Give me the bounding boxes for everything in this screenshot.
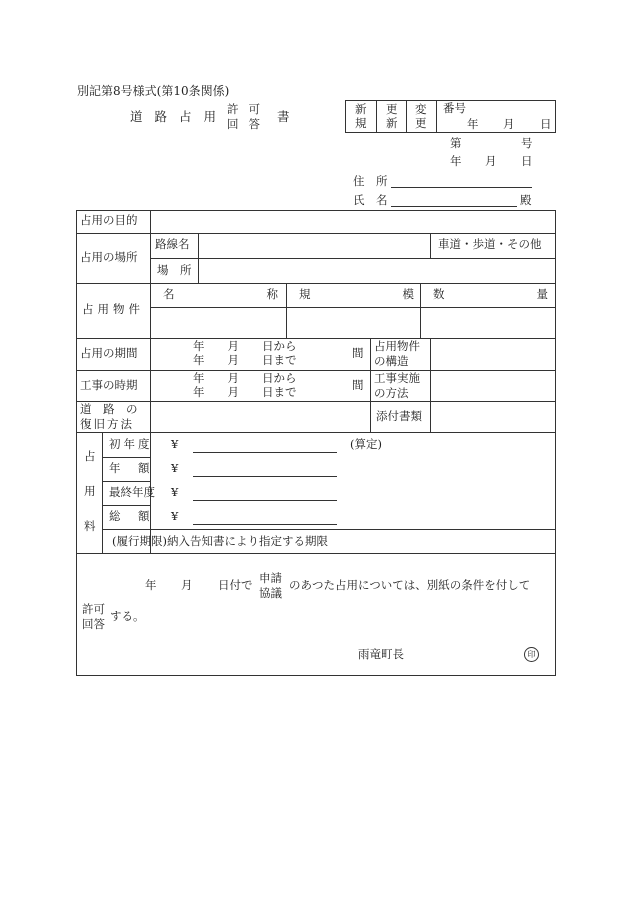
decision-month: 月 (181, 578, 193, 592)
attachments-label: 添付書類 (376, 409, 422, 423)
fee-row-final-year: 最終年度 (109, 485, 155, 499)
yen-4: ¥ (171, 509, 179, 523)
obj-name-header: 名 称 (163, 287, 278, 301)
option-answer: 回答 (82, 617, 105, 631)
fee-row-total: 総 額 (109, 509, 153, 523)
type-new-1: 新 (355, 102, 367, 116)
decision-body: のあつた占用については、別紙の条件を付して (289, 578, 531, 592)
honorific: 殿 (520, 193, 532, 207)
fee-row-annual: 年 額 (109, 461, 153, 475)
fee-label-2: 用 (84, 484, 96, 498)
purpose-value[interactable] (155, 215, 550, 229)
name-label: 氏 名 (353, 193, 388, 207)
type-renew-1: 更 (386, 102, 398, 116)
seal-mark: 印 (524, 647, 539, 662)
title-option-answer: 回答 (227, 117, 270, 131)
fee-row-first-year: 初年度 (109, 437, 153, 451)
type-year: 年 (467, 117, 479, 131)
address-label: 住 所 (353, 174, 388, 188)
type-change-1: 変 (415, 102, 427, 116)
construction-interval: 間 (352, 378, 364, 392)
title-option-permit: 許可 (227, 102, 270, 116)
purpose-label: 占用の目的 (80, 213, 138, 227)
issue-go: 号 (521, 136, 533, 150)
period-from: 年 月 日から (193, 339, 297, 353)
address-line[interactable] (391, 187, 532, 188)
name-line[interactable] (391, 206, 517, 207)
road-type-options: 車道・歩道・その他 (438, 237, 542, 251)
method-label-1: 工事実施 (374, 371, 420, 385)
number-label: 番号 (443, 101, 466, 115)
issue-dai: 第 (450, 136, 462, 150)
restore-label-1: 道 路 の (80, 402, 138, 416)
period-to: 年 月 日まで (193, 353, 297, 367)
type-day: 日 (540, 117, 552, 131)
type-new-2: 規 (355, 116, 367, 130)
yen-2: ¥ (171, 461, 179, 475)
structure-label-1: 占用物件 (374, 339, 420, 353)
construction-from: 年 月 日から (193, 371, 297, 385)
decision-year: 年 (145, 578, 157, 592)
deadline-text: (履行期限)納入告知書により指定する期限 (112, 534, 328, 548)
option-permit: 許可 (82, 602, 105, 616)
construction-to: 年 月 日まで (193, 385, 297, 399)
title-suffix: 書 (277, 109, 290, 124)
decision-closing: する。 (110, 609, 145, 623)
structure-label-2: の構造 (374, 354, 409, 368)
fee-label-1: 占 (84, 449, 96, 463)
obj-scale-header: 規 模 (299, 287, 414, 301)
fee-line-final-year[interactable] (193, 500, 337, 501)
fee-line-total[interactable] (193, 524, 337, 525)
restore-label-2: 復旧方法 (80, 417, 134, 431)
obj-qty-header: 数 量 (433, 287, 548, 301)
route-name-label: 路線名 (155, 237, 190, 251)
issue-year: 年 (450, 154, 462, 168)
form-id: 別記第8号様式(第10条関係) (77, 84, 230, 98)
document-title: 道路占用 (130, 109, 229, 124)
yen-1: ¥ (171, 437, 179, 451)
issue-month: 月 (485, 154, 497, 168)
fee-line-annual[interactable] (193, 476, 337, 477)
type-renew-2: 新 (386, 116, 398, 130)
option-consult: 協議 (259, 586, 282, 600)
issue-day: 日 (521, 154, 533, 168)
type-month: 月 (503, 117, 515, 131)
period-interval: 間 (352, 346, 364, 360)
fee-label-3: 料 (84, 519, 96, 533)
yen-3: ¥ (171, 485, 179, 499)
decision-day: 日付で (218, 578, 253, 592)
method-label-2: の方法 (374, 386, 409, 400)
place-label: 占用の場所 (80, 250, 138, 264)
construction-label: 工事の時期 (80, 378, 138, 392)
type-change-2: 更 (415, 116, 427, 130)
option-apply: 申請 (259, 571, 282, 585)
signer: 雨竜町長 (358, 647, 404, 661)
period-label: 占用の期間 (80, 346, 138, 360)
location-label: 場 所 (157, 263, 192, 277)
fee-line-first-year[interactable] (193, 452, 337, 453)
objects-label: 占用物件 (82, 302, 144, 316)
calc-note: (算定) (350, 437, 382, 451)
